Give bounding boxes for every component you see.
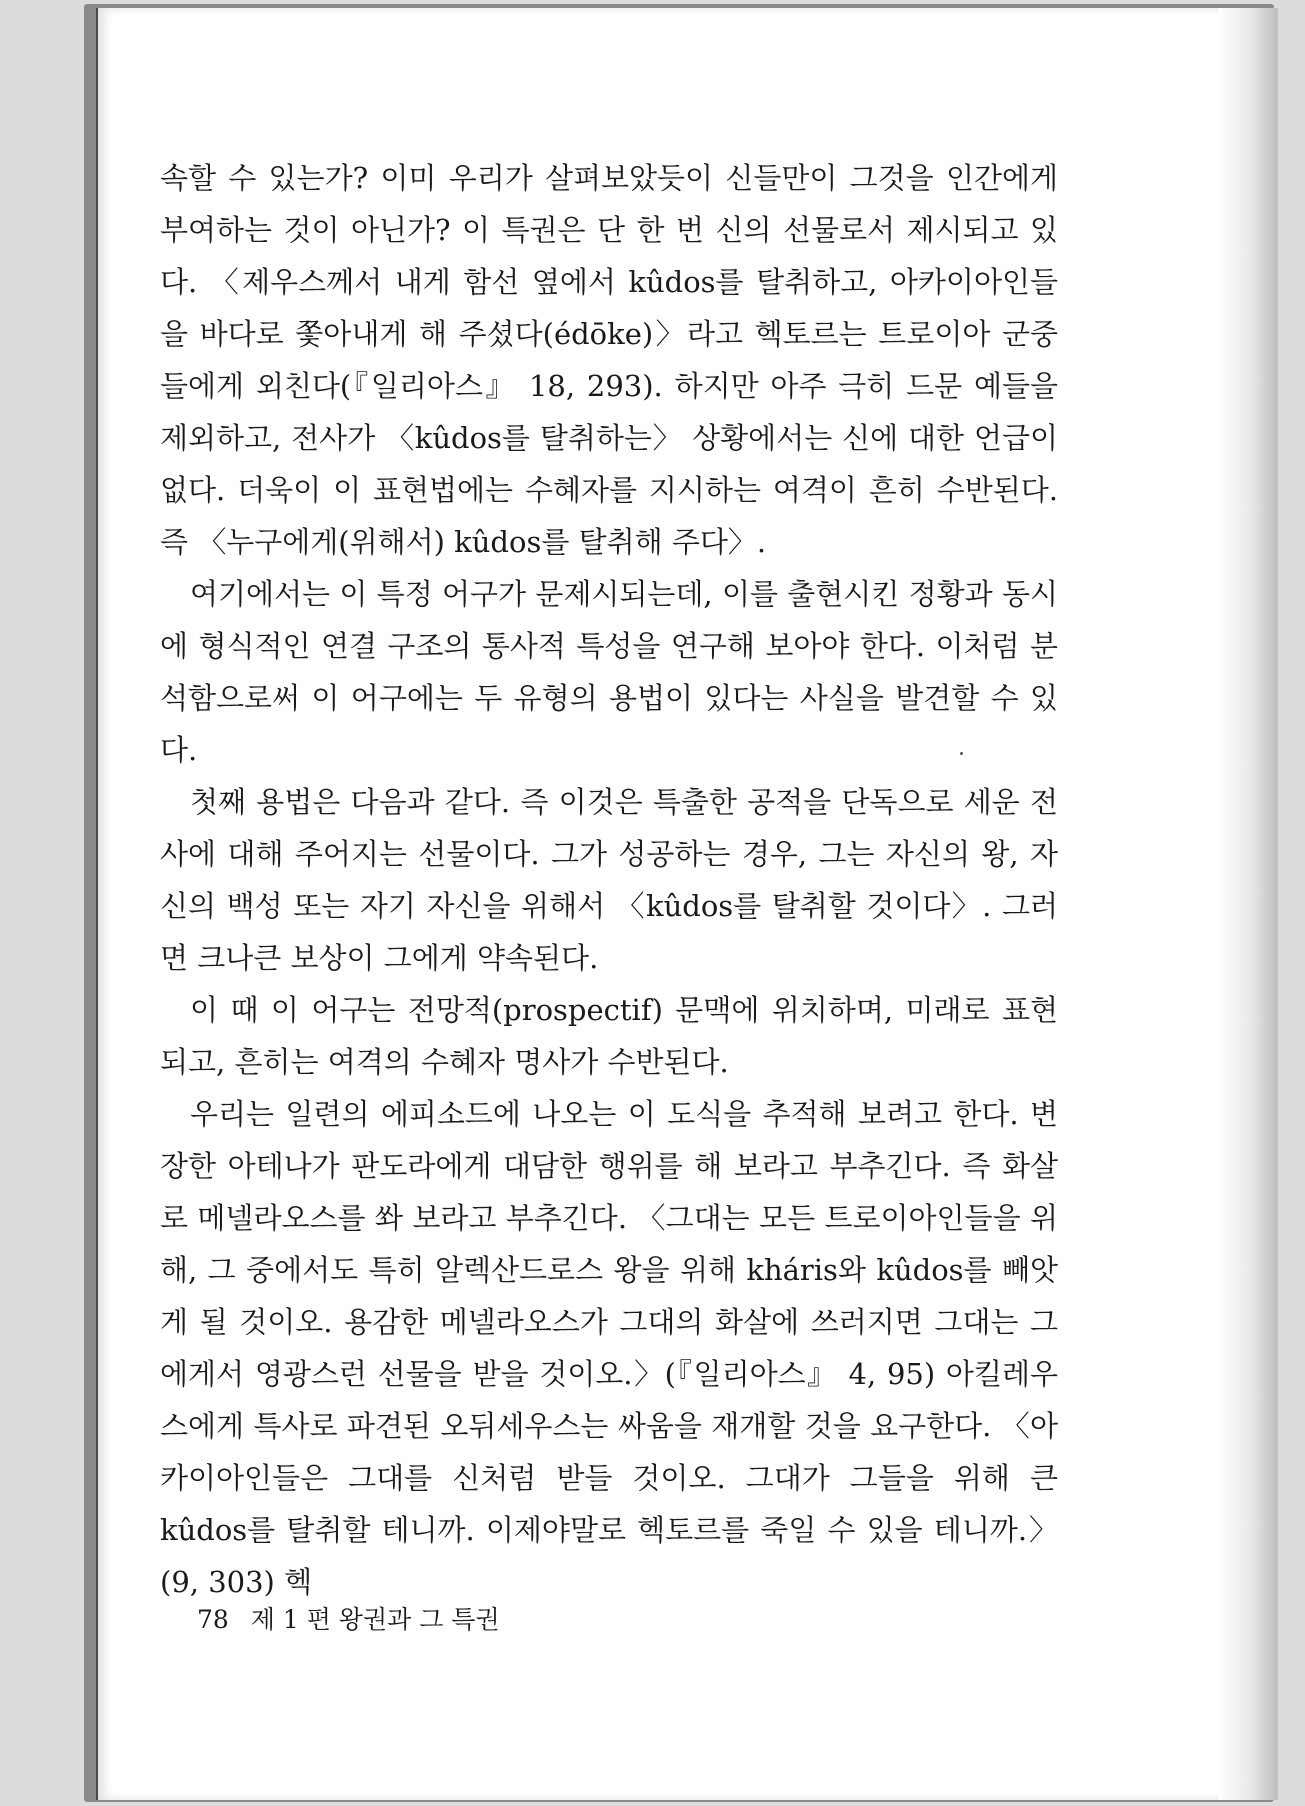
paragraph-4: 이 때 이 어구는 전망적(prospectif) 문맥에 위치하며, 미래로 표현되고, 흔히는 여격의 수혜자 명사가 수반된다.: [160, 993, 1058, 1079]
page-gutter-shade: [1218, 8, 1278, 1800]
paragraph-1: 속할 수 있는가? 이미 우리가 살펴보았듯이 신들만이 그것을 인간에게 부여하는 것이 아닌가? 이 특권은 단 한 번 신의 선물로서 제시되고 있다. 〈제우스께서 내게 함선 옆에서 kûdos를 탈취하고, 아카이아인들을 바다로 쫓아내게 해 주셨다(édōke)〉라고 헥토르는 트로이아 군중들에게 외친다(『일리아스』 18, 293). 하지만 아주 극히 드문 예들을 제외하고, 전사가 〈kûdos를 탈취하는〉 상황에서는 신에 대한 언급이 없다. 더욱이 이 표현법에는 수혜자를 지시하는 여격이 흔히 수반된다. 즉 〈누구에게(위해서) kûdos를 탈취해 주다〉.: [160, 161, 1058, 559]
body-text: [160, 152, 1058, 1608]
scan-speck: [960, 752, 963, 755]
paragraph-2: 여기에서는 이 특정 어구가 문제시되는데, 이를 출현시킨 정황과 동시에 형식적인 연결 구조의 통사적 특성을 연구해 보아야 한다. 이처럼 분석함으로써 이 어구에는 두 유형의 용법이 있다는 사실을 발견할 수 있다.: [160, 577, 1058, 767]
page-footer: [197, 1600, 500, 1636]
page-number: 78: [197, 1605, 229, 1634]
running-footer-section: 제 1 편 왕권과 그 특권: [250, 1605, 500, 1634]
paragraph-5: 우리는 일련의 에피소드에 나오는 이 도식을 추적해 보려고 한다. 변장한 아테나가 판도라에게 대담한 행위를 해 보라고 부추긴다. 즉 화살로 메넬라오스를 쏴 보라고 부추긴다. 〈그대는 모든 트로이아인들을 위해, 그 중에서도 특히 알렉산드로스 왕을 위해 kháris와 kûdos를 빼앗게 될 것이오. 용감한 메넬라오스가 그대의 화살에 쓰러지면 그대는 그에게서 영광스런 선물을 받을 것이오.〉(『일리아스』 4, 95) 아킬레우스에게 특사로 파견된 오뒤세우스는 싸움을 재개할 것을 요구한다. 〈아카이아인들은 그대를 신처럼 받들 것이오. 그대가 그들을 위해 큰 kûdos를 탈취할 테니까. 이제야말로 헥토르를 죽일 수 있을 테니까.〉(9, 303) 헥: [160, 1097, 1058, 1599]
paragraph-3: 첫째 용법은 다음과 같다. 즉 이것은 특출한 공적을 단독으로 세운 전사에 대해 주어지는 선물이다. 그가 성공하는 경우, 그는 자신의 왕, 자신의 백성 또는 자기 자신을 위해서 〈kûdos를 탈취할 것이다〉. 그러면 크나큰 보상이 그에게 약속된다.: [160, 785, 1058, 975]
